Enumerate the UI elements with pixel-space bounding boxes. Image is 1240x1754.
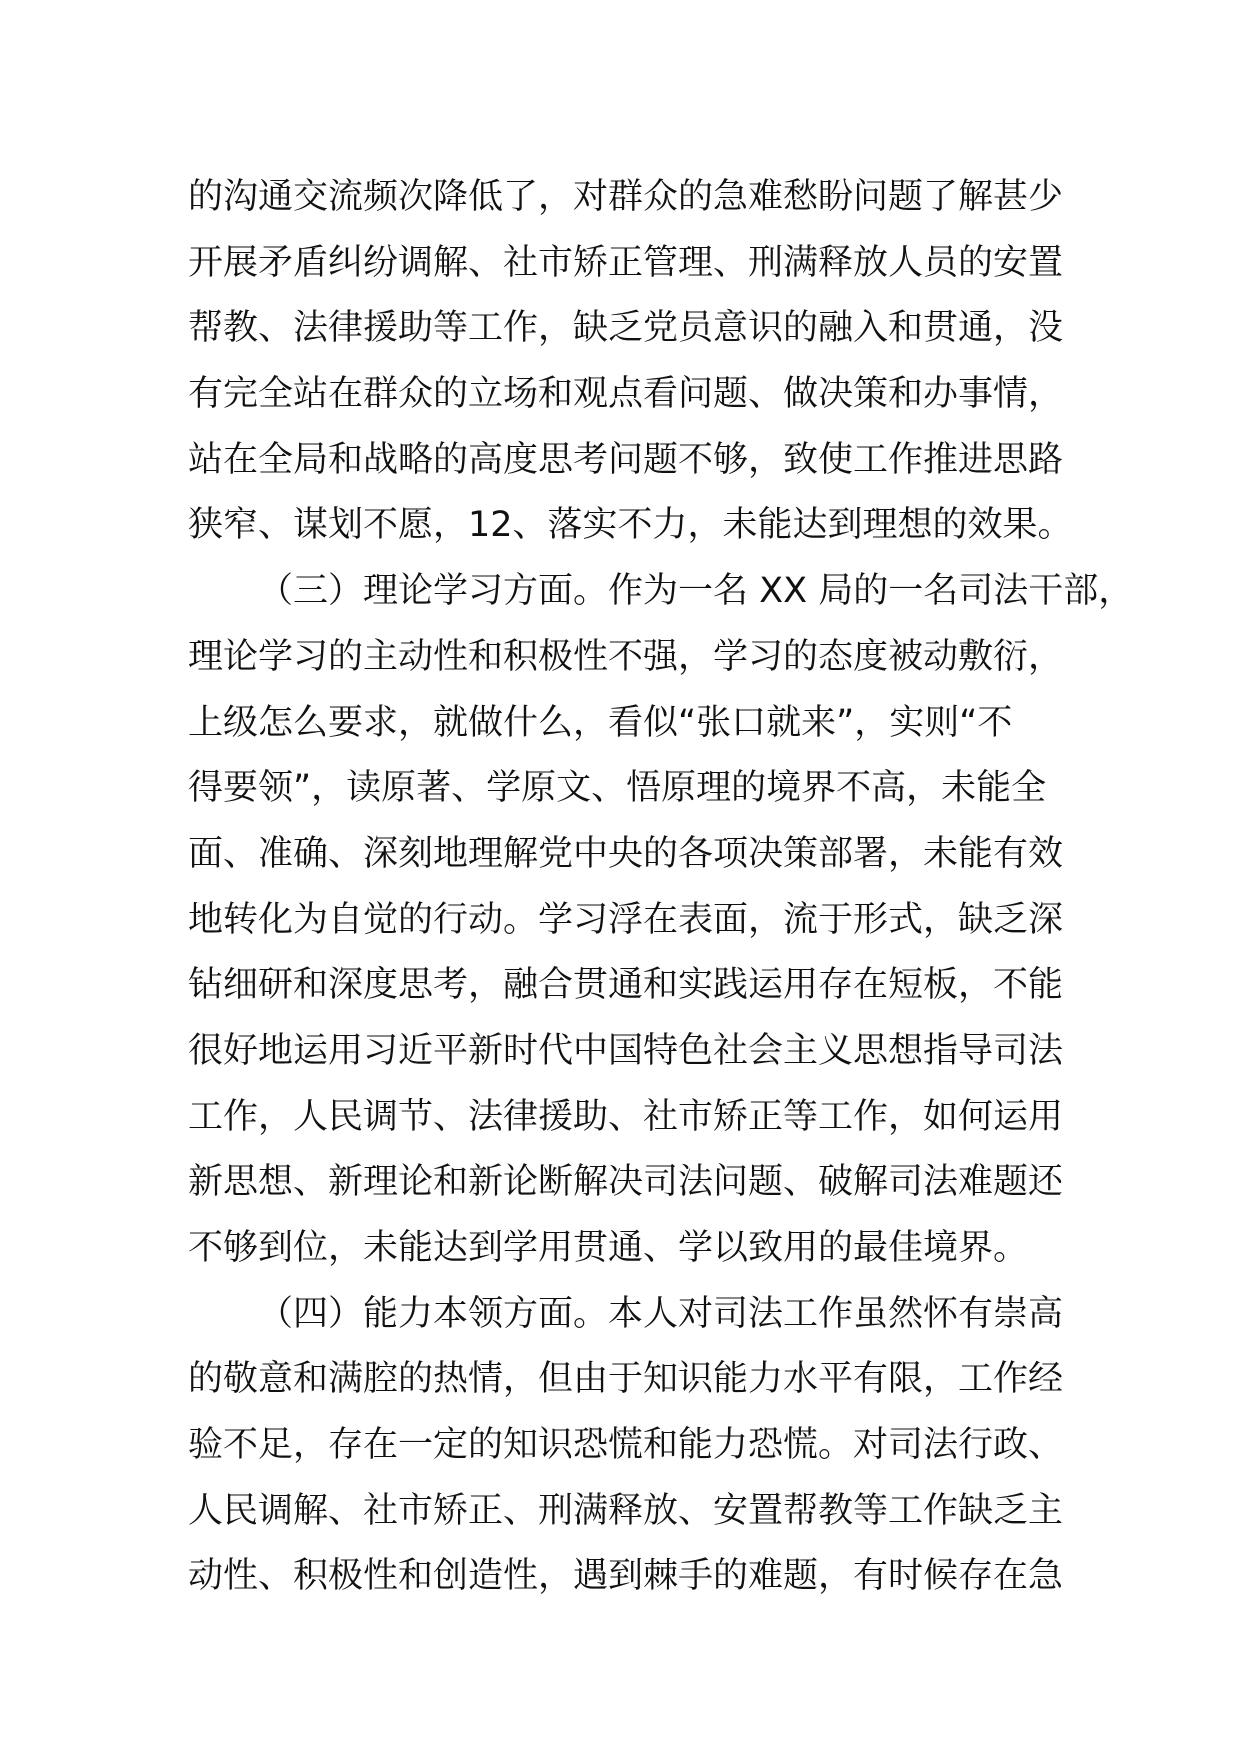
text-line: 动性、积极性和创造性，遇到棘手的难题，有时候存在急 (188, 1556, 1064, 1597)
text-line: 站在全局和战略的高度思考问题不够，致使工作推进思路 (188, 439, 1064, 480)
text-line: 的沟通交流频次降低了，对群众的急难愁盼问题了解甚少 (188, 177, 1064, 217)
text-line: 不够到位，未能达到学用贯通、学以致用的最佳境界。 (188, 1228, 1029, 1268)
text-line: 有完全站在群众的立场和观点看问题、做决策和办事情， (188, 374, 1064, 415)
text-line: 理论学习的主动性和积极性不强，学习的态度被动敷衍， (188, 636, 1064, 677)
text-line: 上级怎么要求，就做什么，看似“张口就来”，实则“不 (188, 702, 1013, 743)
text-line: 开展矛盾纠纷调解、社市矫正管理、刑满释放人员的安置 (188, 242, 1064, 283)
text-line: 帮教、法律援助等工作，缺乏党员意识的融入和贯通，没 (188, 308, 1064, 349)
text-line: 工作，人民调节、法律援助、社市矫正等工作，如何运用 (188, 1096, 1064, 1137)
text-line: 验不足，存在一定的知识恐慌和能力恐慌。对司法行政、 (188, 1425, 1064, 1466)
text-line: 的敬意和满腔的热情，但由于知识能力水平有限，工作经 (188, 1359, 1064, 1400)
section-heading-line: （四）能力本领方面。本人对司法工作虽然怀有崇高 (258, 1293, 1064, 1334)
section-heading-line: （三）理论学习方面。作为一名 XX 局的一名司法干部， (258, 571, 1134, 612)
document-body (188, 165, 1134, 1610)
text-line: 面、准确、深刻地理解党中央的各项决策部署，未能有效 (188, 833, 1064, 874)
text-line: 地转化为自觉的行动。学习浮在表面，流于形式，缺乏深 (188, 899, 1064, 940)
text-line: 钻细研和深度思考，融合贯通和实践运用存在短板，不能 (188, 965, 1064, 1006)
text-line: 新思想、新理论和新论断解决司法问题、破解司法难题还 (188, 1162, 1064, 1203)
text-line: 很好地运用习近平新时代中国特色社会主义思想指导司法 (188, 1030, 1064, 1071)
text-line: 得要领”，读原著、学原文、悟原理的境界不高，未能全 (188, 768, 1047, 809)
text-line: 狭窄、谋划不愿，12、落实不力，未能达到理想的效果。 (188, 505, 1073, 546)
text-line: 人民调解、社市矫正、刑满释放、安置帮教等工作缺乏主 (188, 1490, 1064, 1531)
